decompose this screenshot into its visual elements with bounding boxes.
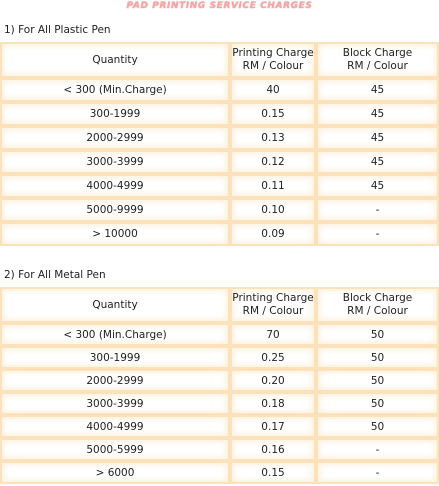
printing-charge-cell: 0.09 xyxy=(230,222,316,246)
printing-charge-cell: 0.11 xyxy=(230,174,316,198)
quantity-cell: > 6000 xyxy=(0,461,230,484)
quantity-cell: 4000-4999 xyxy=(0,174,230,198)
quantity-cell: 300-1999 xyxy=(0,102,230,126)
block-charge-cell: 45 xyxy=(316,78,439,102)
block-charge-cell: 50 xyxy=(316,415,439,438)
plastic-pricing-table xyxy=(0,42,439,246)
printing-charge-header: Printing Charge RM / Colour xyxy=(230,42,316,78)
printing-charge-cell: 40 xyxy=(230,78,316,102)
table-row xyxy=(0,438,439,461)
quantity-cell: 3000-3999 xyxy=(0,392,230,415)
block-charge-cell: - xyxy=(316,438,439,461)
table-row xyxy=(0,323,439,346)
table-row xyxy=(0,78,439,102)
table-row xyxy=(0,126,439,150)
block-charge-cell: 50 xyxy=(316,369,439,392)
table-row xyxy=(0,392,439,415)
quantity-cell: 5000-5999 xyxy=(0,438,230,461)
quantity-cell: > 10000 xyxy=(0,222,230,246)
printing-charge-cell: 0.25 xyxy=(230,346,316,369)
block-charge-cell: - xyxy=(316,461,439,484)
block-charge-cell: - xyxy=(316,222,439,246)
printing-charge-cell: 0.12 xyxy=(230,150,316,174)
block-charge-cell: 45 xyxy=(316,126,439,150)
quantity-cell: 3000-3999 xyxy=(0,150,230,174)
block-charge-cell: 45 xyxy=(316,174,439,198)
table-row xyxy=(0,174,439,198)
table-row xyxy=(0,222,439,246)
block-charge-cell: 50 xyxy=(316,392,439,415)
printing-charge-cell: 0.16 xyxy=(230,438,316,461)
quantity-cell: 2000-2999 xyxy=(0,369,230,392)
printing-charge-cell: 0.10 xyxy=(230,198,316,222)
printing-charge-cell: 0.17 xyxy=(230,415,316,438)
quantity-cell: 2000-2999 xyxy=(0,126,230,150)
block-charge-header: Block Charge RM / Colour xyxy=(316,42,439,78)
plastic-section-label: 1) For All Plastic Pen xyxy=(4,24,111,36)
table-header-row xyxy=(0,42,439,78)
quantity-cell: 4000-4999 xyxy=(0,415,230,438)
table-header-row xyxy=(0,287,439,323)
quantity-header: Quantity xyxy=(0,42,230,78)
page-title: PAD PRINTING SERVICE CHARGES xyxy=(126,1,313,11)
block-charge-header: Block Charge RM / Colour xyxy=(316,287,439,323)
block-charge-cell: 50 xyxy=(316,346,439,369)
quantity-header: Quantity xyxy=(0,287,230,323)
printing-charge-header: Printing Charge RM / Colour xyxy=(230,287,316,323)
table-row xyxy=(0,150,439,174)
quantity-cell: < 300 (Min.Charge) xyxy=(0,78,230,102)
quantity-cell: 5000-9999 xyxy=(0,198,230,222)
block-charge-cell: - xyxy=(316,198,439,222)
printing-charge-cell: 70 xyxy=(230,323,316,346)
printing-charge-cell: 0.18 xyxy=(230,392,316,415)
printing-charge-cell: 0.15 xyxy=(230,461,316,484)
table-row xyxy=(0,415,439,438)
block-charge-cell: 45 xyxy=(316,150,439,174)
metal-section-label: 2) For All Metal Pen xyxy=(4,269,106,281)
table-row xyxy=(0,102,439,126)
printing-charge-cell: 0.15 xyxy=(230,102,316,126)
table-row xyxy=(0,461,439,484)
printing-charge-cell: 0.20 xyxy=(230,369,316,392)
quantity-cell: 300-1999 xyxy=(0,346,230,369)
printing-charge-cell: 0.13 xyxy=(230,126,316,150)
metal-pricing-table xyxy=(0,287,439,484)
table-row xyxy=(0,369,439,392)
block-charge-cell: 50 xyxy=(316,323,439,346)
quantity-cell: < 300 (Min.Charge) xyxy=(0,323,230,346)
table-row xyxy=(0,346,439,369)
block-charge-cell: 45 xyxy=(316,102,439,126)
table-row xyxy=(0,198,439,222)
